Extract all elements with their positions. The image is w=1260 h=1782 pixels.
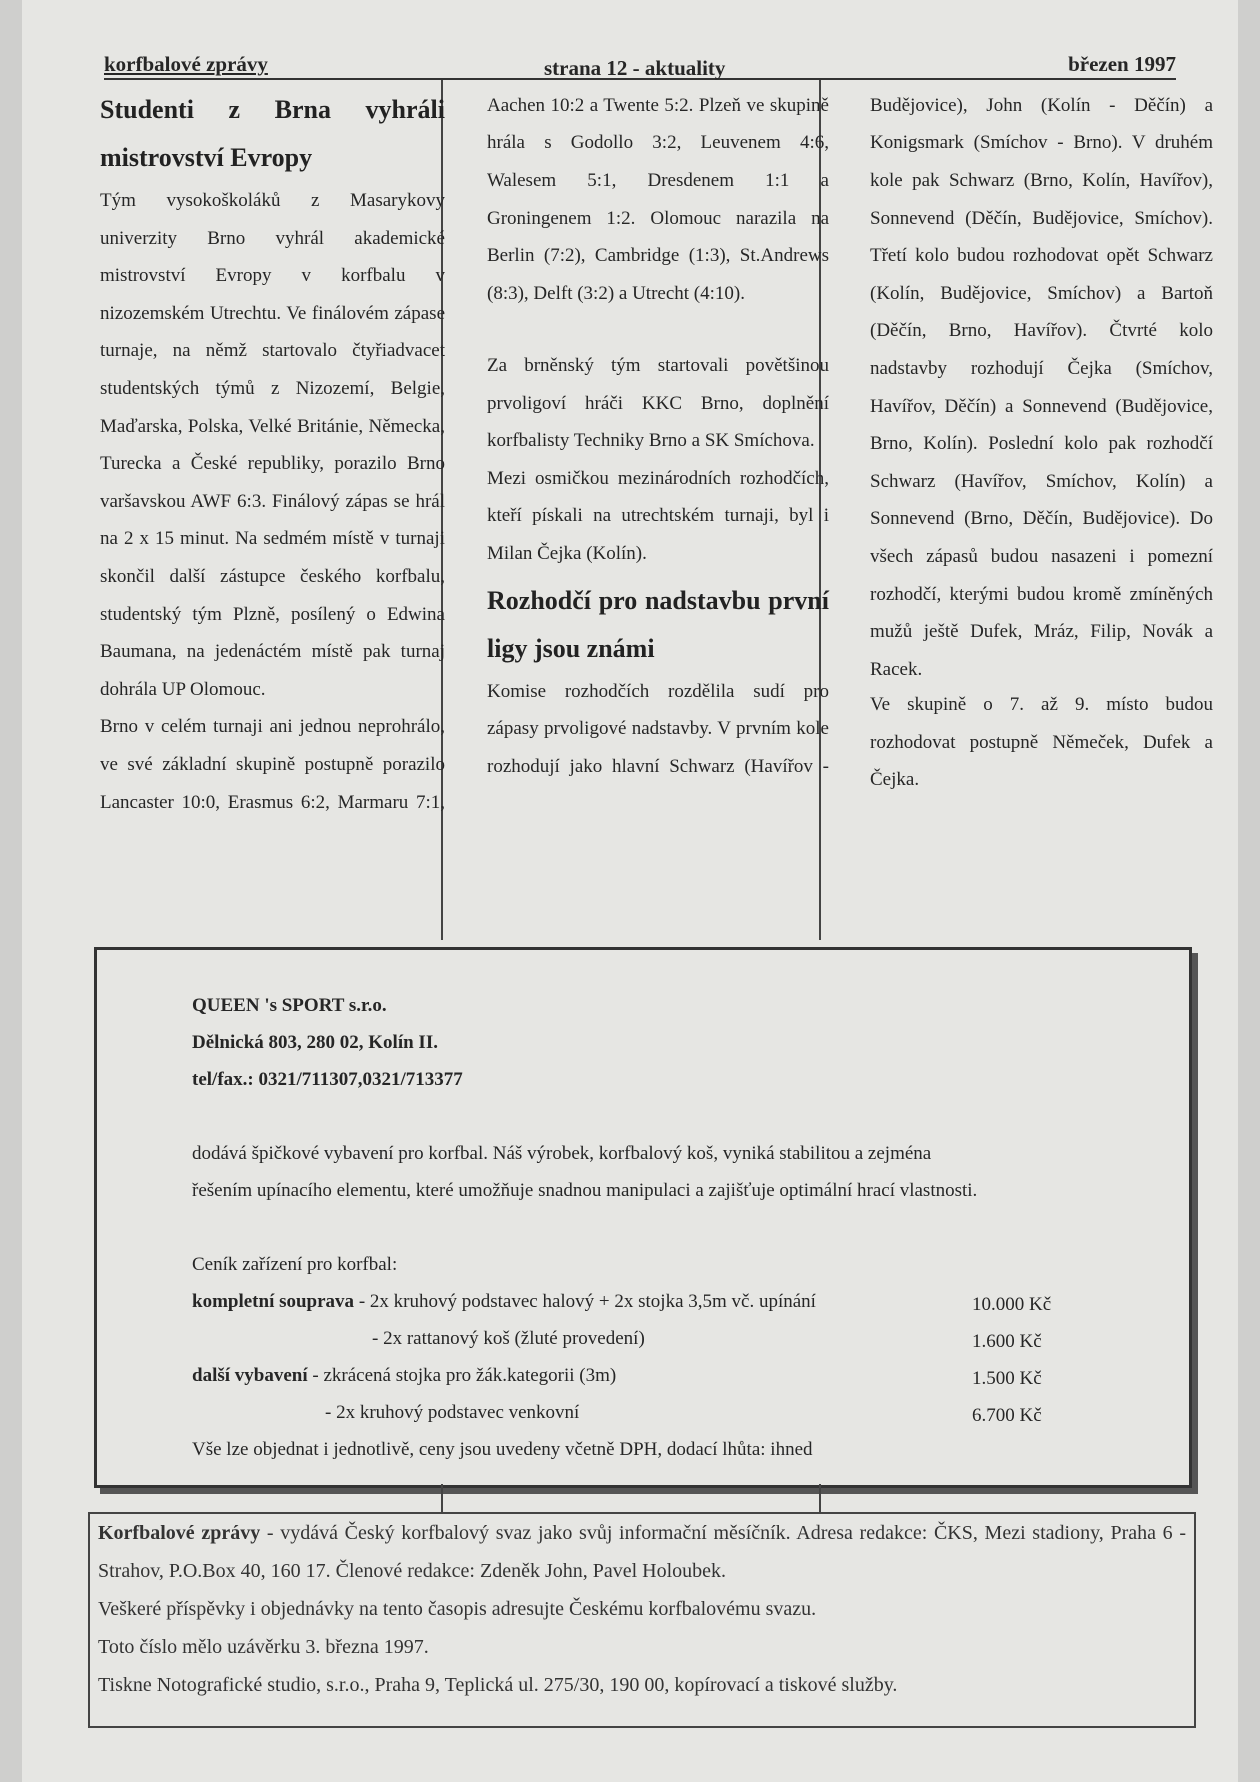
item-price: 10.000 Kč bbox=[972, 1294, 1052, 1315]
item-description: - 2x kruhový podstavec halový + 2x stojka 3,5m vč. upínání bbox=[354, 1291, 816, 1312]
advertisement-box bbox=[94, 947, 1192, 1488]
item-category: kompletní souprava bbox=[192, 1291, 355, 1312]
header-page-section: strana 12 - aktuality bbox=[544, 56, 726, 80]
imprint-title: Korfbalové zprávy bbox=[98, 1522, 261, 1544]
article-paragraph-continued: Aachen 10:2 a Twente 5:2. Plzeň ve skupině hrála s Godollo 3:2, Leuvenem 4:6, Walesem 5:1, Dresdenem 1:1 a Groningenem 1:2. Olomouc narazila na Berlin (7:2), Cambridge (1:3), St.Andrews (8:3), Delft (3:2) a Utrecht (4:10). bbox=[487, 94, 829, 304]
ad-note: Vše lze objednat i jednotlivě, ceny jsou uvedeny včetně DPH, dodací lhůta: ihned bbox=[192, 1439, 813, 1460]
article-title: Rozhodčí pro nadstavbu první ligy jsou známi bbox=[487, 585, 829, 663]
item-price: 6.700 Kč bbox=[972, 1405, 1042, 1426]
article-paragraph: Mezi osmičkou mezinárodních rozhodčích, kteří pískali na utrechtském turnaji, byl i Milan Čejka (Kolín). bbox=[487, 467, 829, 564]
pricelist-item bbox=[325, 1394, 579, 1431]
article-paragraph-continued: Budějovice), John (Kolín - Děčín) a Konigsmark (Smíchov - Brno). V druhém kole pak Schwarz (Brno, Kolín, Havířov), Sonnevend (Děčín, Budějovice, Smíchov). Třetí kolo budou rozhodovat opět Schwarz (Kolín, Budějovice, Smíchov) a Bartoň (Děčín, Brno, Havířov). Čtvrté kolo nadstavby rozhodují Čejka (Smíchov, Havířov, Děčín) a Sonnevend (Budějovice, Brno, Kolín). Poslední kolo pak rozhodčí Schwarz (Havířov, Smíchov, Kolín) a Sonnevend (Brno, Děčín, Budějovice). Do všech zápasů budou nasazeni i pomezní rozhodčí, kterými budou kromě zmíněných mužů ještě Dufek, Mráz, Filip, Novák a Racek. bbox=[870, 94, 1213, 680]
column-divider bbox=[819, 1484, 821, 1512]
article-column-3 bbox=[870, 86, 1213, 926]
item-description: - zkrácená stojka pro žák.kategorii (3m) bbox=[307, 1365, 617, 1386]
article-paragraph: Tým vysokoškoláků z Masarykovy univerzity Brno vyhrál akademické mistrovství Evropy v korfbalu v nizozemském Utrechtu. Ve finálovém zápase turnaje, na němž startovalo čtyřiadvacet studentských týmů z Nizozemí, Belgie, Maďarska, Polska, Velké Británie, Německa, Turecka a České republiky, porazilo Brno varšavskou AWF 6:3. Finálový zápas se hrál na 2 x 15 minut. Na sedmém místě v turnaji skončil další zástupce českého korfbalu, studentský tým Plzně, posílený o Edwina Baumana, na jedenáctém místě pak turnaj dohrála UP Olomouc. bbox=[100, 190, 445, 700]
item-price: 1.500 Kč bbox=[972, 1368, 1042, 1389]
ad-address: Dělnická 803, 280 02, Kolín II. bbox=[192, 1032, 438, 1053]
header-masthead: korfbalové zprávy bbox=[104, 52, 268, 76]
imprint-box bbox=[88, 1512, 1196, 1728]
ad-description: dodává špičkové vybavení pro korfbal. Náš výrobek, korfbalový koš, vyniká stabilitou a zejména bbox=[192, 1143, 932, 1164]
item-category: další vybavení bbox=[192, 1365, 308, 1386]
imprint-paragraph: Korfbalové zprávy - vydává Český korfbalový svaz jako svůj informační měsíčník. Adresa redakce: ČKS, Mezi stadiony, Praha 6 - Strahov, P.O.Box 40, 160 17. Členové redakce: Zdeněk John, Pavel Holoubek. bbox=[98, 1522, 1186, 1582]
article-paragraph: Za brněnský tým startovali povětšinou prvoligoví hráči KKC Brno, doplnění korfbalisty Techniky Brno a SK Smíchova. bbox=[487, 355, 829, 452]
article-paragraph: Ve skupině o 7. až 9. místo budou rozhodovat postupně Němeček, Dufek a Čejka. bbox=[870, 694, 1213, 791]
item-price: 1.600 Kč bbox=[972, 1331, 1042, 1352]
article-title: Studenti z Brna vyhráli mistrovství Evropy bbox=[100, 95, 445, 172]
column-divider bbox=[441, 1484, 443, 1512]
pricelist-item bbox=[192, 1283, 816, 1320]
item-description: - 2x kruhový podstavec venkovní bbox=[325, 1402, 580, 1423]
imprint-paragraph: Veškeré příspěvky i objednávky na tento časopis adresujte Českému korfbalovému svazu. bbox=[98, 1598, 817, 1620]
newspaper-page bbox=[22, 0, 1238, 1782]
pricelist-title: Ceník zařízení pro korfbal: bbox=[192, 1254, 398, 1275]
article-paragraph: Brno v celém turnaji ani jednou neprohrálo, ve své základní skupině postupně porazilo Lancaster 10:0, Erasmus 6:2, Marmaru 7:1, bbox=[100, 716, 445, 813]
ad-description: řešením upínacího elementu, které umožňuje snadnou manipulaci a zajišťuje optimální hrací vlastnosti. bbox=[192, 1180, 978, 1201]
article-paragraph: Komise rozhodčích rozdělila sudí pro zápasy prvoligové nadstavby. V prvním kole rozhodují jako hlavní Schwarz (Havířov - bbox=[487, 680, 829, 777]
pricelist-item bbox=[192, 1357, 616, 1394]
page-header bbox=[104, 50, 1176, 80]
pricelist-item bbox=[372, 1320, 645, 1357]
article-column-1 bbox=[100, 86, 445, 926]
article-column-2 bbox=[487, 86, 829, 926]
imprint-paragraph: Tiskne Notografické studio, s.r.o., Praha 9, Teplická ul. 275/30, 190 00, kopírovací a tiskové služby. bbox=[98, 1674, 898, 1696]
ad-company: QUEEN 's SPORT s.r.o. bbox=[192, 995, 387, 1016]
item-description: - 2x rattanový koš (žluté provedení) bbox=[372, 1328, 645, 1349]
header-date: březen 1997 bbox=[1068, 52, 1176, 76]
ad-phone: tel/fax.: 0321/711307,0321/713377 bbox=[192, 1069, 463, 1090]
imprint-paragraph: Toto číslo mělo uzávěrku 3. března 1997. bbox=[98, 1636, 429, 1658]
